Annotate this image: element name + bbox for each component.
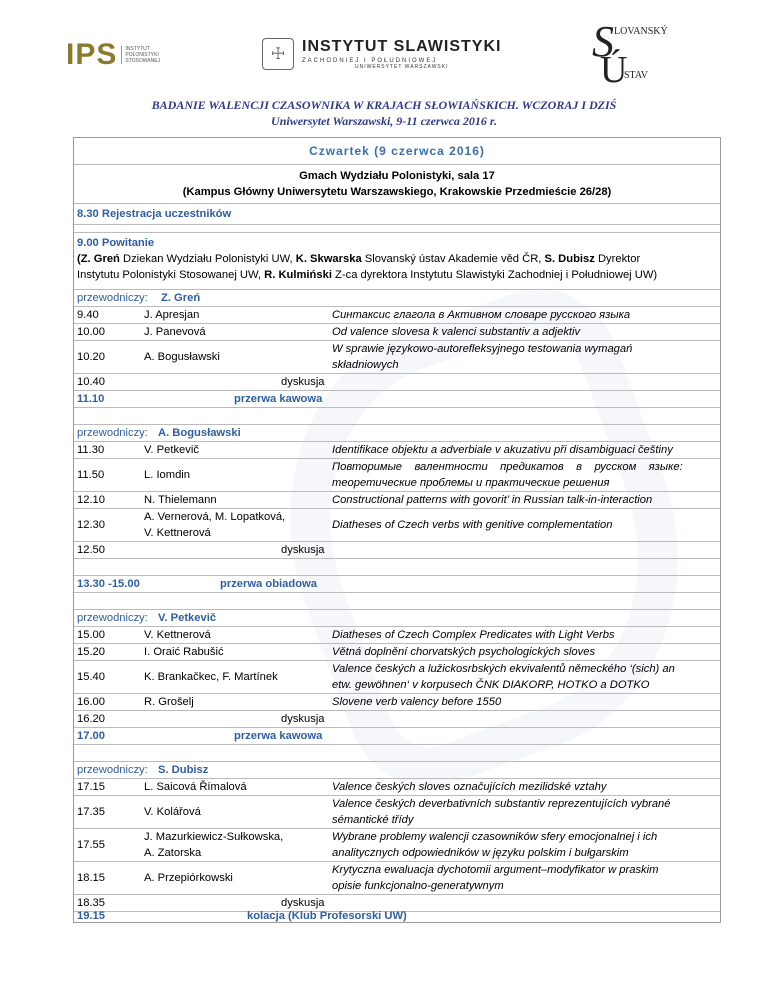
chair-row: przewodniczy: Z. Greń: [74, 290, 720, 307]
talk-row: 15.20 I. Oraić Rabušić Větná doplnění chorvatských psychologických sloves: [74, 644, 720, 661]
talk-row: 12.30 A. Vernerová, M. Lopatková, V. Kettnerová Diatheses of Czech verbs with genitive complementation: [74, 509, 720, 542]
talk-row: 10.20 A. Bogusławski W sprawie językowo-autorefleksyjnego testowania wymagań składniowych: [74, 341, 720, 374]
talk-row: 12.10 N. Thielemann Constructional patterns with govorit’ in Russian talk-in-interaction: [74, 492, 720, 509]
talk-row: 16.00 R. Grošelj Slovene verb valency before 1550: [74, 694, 720, 711]
break-row: 11.10 przerwa kawowa: [74, 391, 720, 408]
chair-row: przewodniczy: A. Bogusławski: [74, 425, 720, 442]
chair-row: przewodniczy: S. Dubisz: [74, 762, 720, 779]
talk-row: 11.50 L. Iomdin Повторимые валентности предикатов в русском языке: теоретические проблемы и практические решения: [74, 459, 720, 492]
break-row: 13.30 -15.00 przerwa obiadowa: [74, 576, 720, 593]
discussion-row: 18.35 dyskusja: [74, 895, 720, 912]
talk-row: 11.30 V. Petkevič Identifikace objektu a adverbiale v akuzativu při disambiguaci češtiny: [74, 442, 720, 459]
talk-row: 10.00 J. Panevová Od valence slovesa k valenci substantiv a adjektiv: [74, 324, 720, 341]
discussion-row: 16.20 dyskusja: [74, 711, 720, 728]
talk-row: 18.15 A. Przepiórkowski Krytyczna ewaluacja dychotomii argument–modyfikator w praskim opisie funkcjonalno-generatywnym: [74, 862, 720, 895]
venue-row: Gmach Wydziału Polonistyki, sala 17 (Kampus Główny Uniwersytetu Warszawskiego, Krakowskie Przedmieście 26/28): [74, 165, 720, 204]
ips-logo: IPS INSTYTUT POLONISTYKI STOSOWANEJ: [66, 38, 161, 71]
registration-row: 8.30 Rejestracja uczestników: [74, 204, 720, 225]
talk-row: 17.15 L. Saicová Římalová Valence českých sloves označujících mezilidské vztahy: [74, 779, 720, 796]
break-row: 17.00 przerwa kawowa: [74, 728, 720, 745]
day-header: Czwartek (9 czerwca 2016): [74, 138, 720, 165]
talk-row: 17.55 J. Mazurkiewicz-Sułkowska, A. Zatorska Wybrane problemy walencji czasowników sfery emocjonalnej i ich analitycznych odpowiedników w języku polskim i bułgarskim: [74, 829, 720, 862]
header: [0, 0, 768, 95]
talk-row: 9.40 J. Apresjan Синтаксис глагола в Активном словаре русского языка: [74, 307, 720, 324]
welcome-row: 9.00 Powitanie (Z. Greń Dziekan Wydziału Polonistyki UW, K. Skwarska Slovanský ústav Akademie věd ČR, S. Dubisz Dyrektor Instytutu Polonistyki Stosowanej UW, R. Kulmiński Z-ca dyrektora Instytutu Slawistyki Zachodniej i Południowej UW): [74, 233, 720, 290]
talk-row: 15.40 K. Brankačkec, F. Martínek Valence českých a lužickosrbských ekvivalentů německého ‘(sich) an etw. gewöhnen‘ v korpusech ČNK DIAKORP, HOTKO a DOTKO: [74, 661, 720, 694]
discussion-row: 12.50 dyskusja: [74, 542, 720, 559]
book-emblem-icon: ☩: [262, 38, 294, 70]
discussion-row: 10.40 dyskusja: [74, 374, 720, 391]
chair-row: przewodniczy: V. Petkevič: [74, 610, 720, 627]
schedule-table: [73, 137, 721, 923]
institute-slavistics-logo: ☩ INSTYTUT SLAWISTYKI ZACHODNIEJ I POŁUDNIOWEJ UNIWERSYTET WARSZAWSKI: [262, 38, 501, 70]
slovansky-ustav-logo: S LOVANSKÝ Ú STAV: [592, 17, 668, 91]
talk-row: 17.35 V. Kolářová Valence českých deverbativních substantiv reprezentujících vybrané sémantické třídy: [74, 796, 720, 829]
conference-subtitle: Uniwersytet Warszawski, 9-11 czerwca 2016 r.: [271, 114, 497, 128]
break-row: 19.15 kolacja (Klub Profesorski UW): [77, 910, 407, 922]
talk-row: 15.00 V. Kettnerová Diatheses of Czech Complex Predicates with Light Verbs: [74, 627, 720, 644]
conference-title: BADANIE WALENCJI CZASOWNIKA W KRAJACH SŁOWIAŃSKICH. WCZORAJ I DZIŚ: [151, 98, 617, 112]
